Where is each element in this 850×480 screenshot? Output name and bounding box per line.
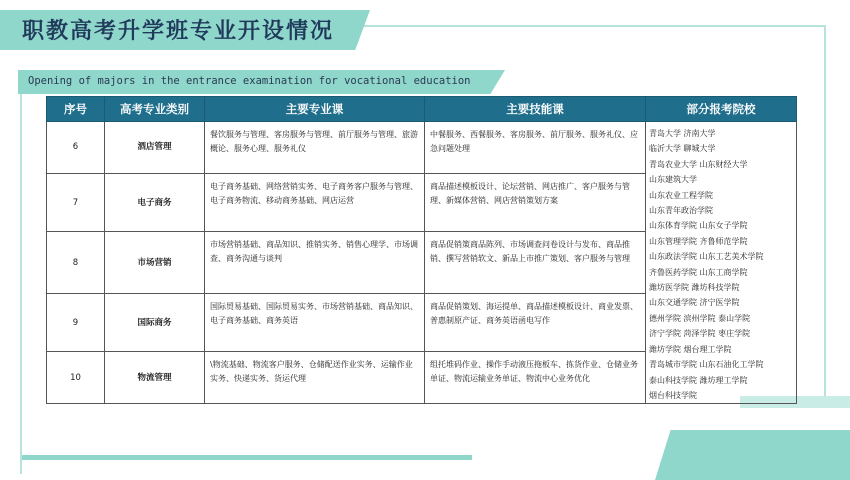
row-category: 电子商务 [105,173,205,231]
row-number: 10 [47,352,105,404]
decorative-line-right [824,25,826,405]
school-line: 济宁学院 菏泽学院 枣庄学院 [649,329,751,339]
row-category: 国际商务 [105,294,205,352]
school-line: 山东政法学院 山东工艺美术学院 [649,252,764,262]
row-skill-courses: 商品促销策商品陈列、市场调查问卷设计与发布、商品推销、撰写营销软文、新品上市推广策划、客户服务与管理 [425,232,646,294]
row-main-courses: 国际贸易基础、国际贸易实务、市场营销基础、商品知识、电子商务基础、商务英语 [205,294,425,352]
page-subtitle: Opening of majors in the entrance examination for vocational education [28,75,471,87]
row-skill-courses: 商品描述模板设计、论坛营销、网店推广、客户服务与管理、新媒体营销、网店营销策划方案 [425,173,646,231]
row-number: 9 [47,294,105,352]
row-category: 酒店管理 [105,122,205,174]
header-main-courses: 主要专业课 [205,97,425,122]
decorative-corner-block [655,430,850,480]
school-line: 山东农业工程学院 [649,190,713,200]
row-category: 物流管理 [105,352,205,404]
school-line: 山东体育学院 山东女子学院 [649,221,748,231]
row-skill-courses: 商品促销策划、海运提单、商品描述模板设计、商业发票、普惠制原产证、商务英语函电写作 [425,294,646,352]
row-number: 6 [47,122,105,174]
school-line: 潍坊学院 烟台理工学院 [649,344,732,354]
decorative-line-left [20,84,22,474]
header-number: 序号 [47,97,105,122]
table-header-row [47,97,797,122]
row-category: 市场营销 [105,232,205,294]
row-main-courses: 餐饮服务与管理、客房服务与管理、前厅服务与管理、旅游概论、服务心理、服务礼仪 [205,122,425,174]
majors-table [46,96,797,404]
header-schools: 部分报考院校 [646,97,797,122]
schools-list [646,122,797,404]
school-line: 泰山科技学院 潍坊理工学院 [649,375,748,385]
school-line: 山东青年政治学院 [649,206,713,216]
row-number: 8 [47,232,105,294]
header-category: 高考专业类别 [105,97,205,122]
school-line: 齐鲁医药学院 山东工商学院 [649,267,748,277]
school-line: 山东建筑大学 [649,175,697,185]
school-line: 山东交通学院 济宁医学院 [649,298,740,308]
school-line: 潍坊医学院 潍坊科技学院 [649,283,740,293]
school-line: 烟台科技学院 [649,390,697,400]
school-line: 德州学院 滨州学院 泰山学院 [649,313,751,323]
header-skill-courses: 主要技能课 [425,97,646,122]
row-main-courses: 电子商务基础、网络营销实务、电子商务客户服务与管理、电子商务物流、移动商务基础、网店运营 [205,173,425,231]
school-line: 青岛城市学院 山东石油化工学院 [649,360,764,370]
page-title: 职教高考升学班专业开设情况 [22,18,335,44]
table-row [47,122,797,174]
school-line: 青岛农业大学 山东财经大学 [649,159,748,169]
row-number: 7 [47,173,105,231]
row-skill-courses: 中餐服务、西餐服务、客房服务、前厅服务、服务礼仪、应急问题处理 [425,122,646,174]
row-main-courses: 市场营销基础、商品知识、推销实务、销售心理学、市场调查、商务沟通与谈判 [205,232,425,294]
row-main-courses: \物流基础、物流客户服务、仓储配送作业实务、运输作业实务、快递实务、货运代理 [205,352,425,404]
school-line: 临沂大学 聊城大学 [649,144,716,154]
row-skill-courses: 组托堆码作业、操作手动液压拖板车、拣货作业、仓储业务单证、物流运输业务单证、物流中心业务优化 [425,352,646,404]
school-line: 青岛大学 济南大学 [649,129,716,138]
decorative-bottom-bar [22,455,472,460]
school-line: 山东管理学院 齐鲁师范学院 [649,236,748,246]
